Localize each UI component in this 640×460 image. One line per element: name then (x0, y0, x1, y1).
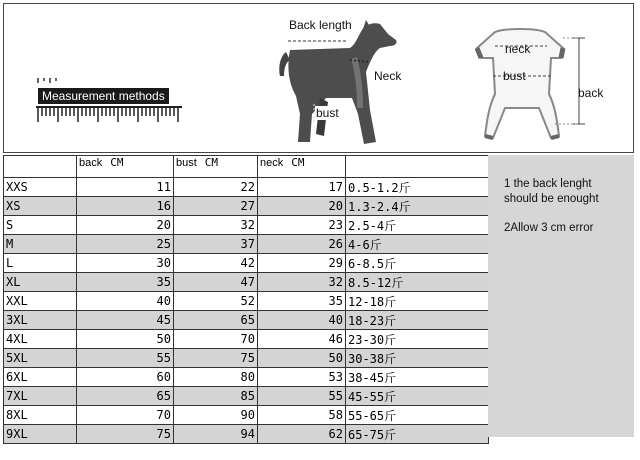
weight-cell: 18-23斤 (346, 311, 489, 330)
back-cell: 25 (77, 235, 174, 254)
back-cell: 50 (77, 330, 174, 349)
dog-bust-label: bust (316, 106, 339, 120)
weight-cell: 45-55斤 (346, 387, 489, 406)
weight-cell: 38-45斤 (346, 368, 489, 387)
neck-cell: 40 (258, 311, 346, 330)
bust-cell: 94 (174, 425, 258, 444)
size-cell: 6XL (4, 368, 77, 387)
back-cell: 45 (77, 311, 174, 330)
bust-cell: 42 (174, 254, 258, 273)
weight-cell: 8.5-12斤 (346, 273, 489, 292)
back-cell: 35 (77, 273, 174, 292)
header-back: back CM (77, 156, 174, 178)
table-row (4, 178, 489, 197)
header-size (4, 156, 77, 178)
bust-cell: 80 (174, 368, 258, 387)
note-back-length: 1 the back lenght should be enought (504, 178, 599, 205)
weight-cell: 4-6斤 (346, 235, 489, 254)
weight-cell: 2.5-4斤 (346, 216, 489, 235)
size-cell: 5XL (4, 349, 77, 368)
neck-cell: 20 (258, 197, 346, 216)
weight-cell: 1.3-2.4斤 (346, 197, 489, 216)
size-cell: XS (4, 197, 77, 216)
bust-cell: 90 (174, 406, 258, 425)
bust-cell: 75 (174, 349, 258, 368)
table-row (4, 311, 489, 330)
notes-panel (488, 155, 634, 437)
neck-cell: 50 (258, 349, 346, 368)
bust-cell: 65 (174, 311, 258, 330)
dog-back-length-label: Back length (289, 18, 352, 32)
size-cell: 9XL (4, 425, 77, 444)
size-cell: L (4, 254, 77, 273)
weight-cell: 65-75斤 (346, 425, 489, 444)
neck-cell: 46 (258, 330, 346, 349)
weight-cell: 12-18斤 (346, 292, 489, 311)
size-cell: M (4, 235, 77, 254)
weight-cell: 55-65斤 (346, 406, 489, 425)
back-cell: 75 (77, 425, 174, 444)
table-row (4, 406, 489, 425)
back-cell: 70 (77, 406, 174, 425)
back-cell: 55 (77, 349, 174, 368)
table-row (4, 368, 489, 387)
table-row (4, 216, 489, 235)
back-cell: 20 (77, 216, 174, 235)
bust-cell: 32 (174, 216, 258, 235)
shirt-neck-label: neck (505, 42, 531, 56)
neck-cell: 58 (258, 406, 346, 425)
header-bust: bust CM (174, 156, 258, 178)
weight-cell: 0.5-1.2斤 (346, 178, 489, 197)
dog-neck-label: Neck (374, 69, 402, 83)
neck-cell: 17 (258, 178, 346, 197)
bust-cell: 37 (174, 235, 258, 254)
neck-cell: 29 (258, 254, 346, 273)
size-cell: XL (4, 273, 77, 292)
back-cell: 60 (77, 368, 174, 387)
neck-cell: 35 (258, 292, 346, 311)
size-cell: 7XL (4, 387, 77, 406)
back-cell: 11 (77, 178, 174, 197)
ruler-label: Measurement methods (38, 88, 169, 104)
size-cell: S (4, 216, 77, 235)
neck-cell: 55 (258, 387, 346, 406)
back-cell: 16 (77, 197, 174, 216)
weight-cell: 30-38斤 (346, 349, 489, 368)
bust-cell: 52 (174, 292, 258, 311)
size-cell: XXS (4, 178, 77, 197)
table-row (4, 235, 489, 254)
weight-cell: 23-30斤 (346, 330, 489, 349)
size-table (3, 155, 489, 444)
neck-cell: 62 (258, 425, 346, 444)
size-cell: 8XL (4, 406, 77, 425)
table-row (4, 349, 489, 368)
note-error: 2Allow 3 cm error (504, 222, 594, 234)
table-row (4, 425, 489, 444)
neck-cell: 26 (258, 235, 346, 254)
size-cell: XXL (4, 292, 77, 311)
shirt-bust-label: bust (503, 69, 526, 83)
table-row (4, 197, 489, 216)
bust-cell: 22 (174, 178, 258, 197)
bust-cell: 85 (174, 387, 258, 406)
table-row (4, 387, 489, 406)
table-row (4, 273, 489, 292)
neck-cell: 23 (258, 216, 346, 235)
measurement-figure (3, 3, 634, 153)
table-row (4, 330, 489, 349)
bust-cell: 27 (174, 197, 258, 216)
header-neck: neck CM (258, 156, 346, 178)
dog-silhouette-icon (266, 18, 426, 150)
table-row (4, 254, 489, 273)
back-cell: 40 (77, 292, 174, 311)
table-row (4, 292, 489, 311)
neck-cell: 53 (258, 368, 346, 387)
weight-cell: 6-8.5斤 (346, 254, 489, 273)
back-cell: 30 (77, 254, 174, 273)
neck-cell: 32 (258, 273, 346, 292)
table-header-row (4, 156, 489, 178)
size-cell: 4XL (4, 330, 77, 349)
bust-cell: 47 (174, 273, 258, 292)
shirt-back-label: back (578, 86, 604, 100)
bust-cell: 70 (174, 330, 258, 349)
size-cell: 3XL (4, 311, 77, 330)
header-weight (346, 156, 489, 178)
back-cell: 65 (77, 387, 174, 406)
